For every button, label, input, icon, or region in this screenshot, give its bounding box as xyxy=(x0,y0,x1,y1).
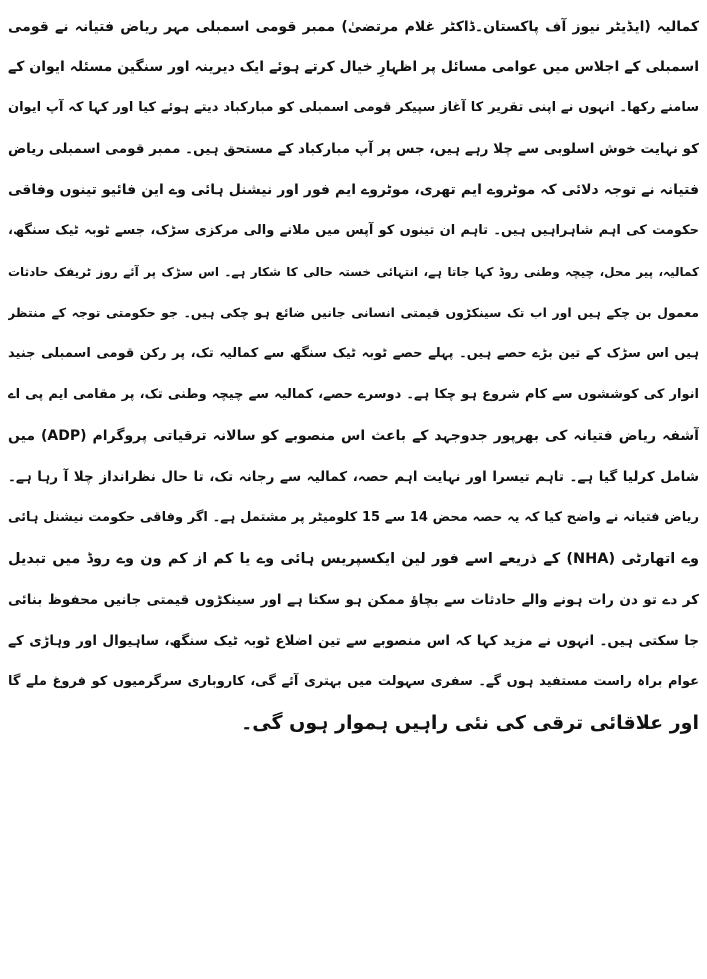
article-line: آشفہ ریاض فتیانہ کی بھرپور جدوجہد کے باعث اس منصوبے کو سالانہ ترقیاتی پروگرام (ADP) میں xyxy=(8,428,699,444)
article-line: عوام براہ راست مستفید ہوں گے۔ سفری سہولت میں بہتری آئے گی، کاروباری سرگرمیوں کو فروغ ملے گا xyxy=(8,674,699,689)
article-line: انوار کی کوششوں سے کام شروع ہو چکا ہے۔ دوسرے حصے، کمالیہ سے چیچہ وطنی تک، پر مقامی ایم پی اے xyxy=(8,387,699,402)
article-line: وے اتھارٹی (NHA) کے ذریعے اسے فور لین ایکسپریس ہائی وے یا کم از کم ون وے روڈ میں تبدیل xyxy=(8,551,699,567)
article-line: کر دے تو دن رات ہونے والے حادثات سے بچاؤ ممکن ہو سکتا ہے اور سینکڑوں قیمتی جانیں محفوظ بنائی xyxy=(8,592,699,608)
article-line: حکومت کی اہم شاہراہیں ہیں۔ تاہم ان تینوں کو آپس میں ملانے والی مرکزی سڑک، جسے ٹوبہ ٹیک سنگھ، xyxy=(8,223,699,238)
article-line: ہیں اس سڑک کے تین بڑے حصے ہیں۔ پہلے حصے ٹوبہ ٹیک سنگھ سے کمالیہ تک، پر رکن قومی اسمبلی جنید xyxy=(8,346,699,361)
article-line: فتیانہ نے توجہ دلائی کہ موٹروے ایم تھری، موٹروے ایم فور اور نیشنل ہائی وے این فائیو تینوں وفاقی xyxy=(8,182,699,198)
article-line: اسمبلی کے اجلاس میں عوامی مسائل پر اظہارِ خیال کرتے ہوئے ایک دیرینہ اور سنگین مسئلہ ایوان کے xyxy=(8,59,699,75)
article-line: شامل کرلیا گیا ہے۔ تاہم تیسرا اور نہایت اہم حصہ، کمالیہ سے رجانہ تک، تا حال نظرانداز چلا آ رہا ہے۔ xyxy=(8,469,699,485)
news-article xyxy=(8,8,699,971)
article-line: کمالیہ (ایڈیٹر نیوز آف پاکستان۔ڈاکٹر غلام مرتضیٰ) ممبر قومی اسمبلی مہر ریاض فتیانہ نے قومی xyxy=(8,19,699,35)
article-line: معمول بن چکے ہیں اور اب تک سینکڑوں قیمتی انسانی جانیں ضائع ہو چکی ہیں۔ جو حکومتی توجہ کے منتظر xyxy=(8,305,699,320)
article-line: سامنے رکھا۔ انہوں نے اپنی تقریر کا آغاز سپیکر قومی اسمبلی کو مبارکباد دیتے ہوئے کیا اور کہا کہ آپ ایوان xyxy=(8,100,699,115)
article-line-last: اور علاقائی ترقی کی نئی راہیں ہموار ہوں گی۔ xyxy=(241,712,699,734)
article-line: کو نہایت خوش اسلوبی سے چلا رہے ہیں، جس پر آپ مبارکباد کے مستحق ہیں۔ ممبر قومی اسمبلی ریاض xyxy=(8,141,699,157)
article-line: کمالیہ، پیر محل، چیچہ وطنی روڈ کہا جاتا ہے، انتہائی خستہ حالی کا شکار ہے۔ اس سڑک پر آئے روز ٹریفک حادثات xyxy=(8,265,699,279)
article-line: ریاض فتیانہ نے واضح کیا کہ یہ حصہ محض 14 سے 15 کلومیٹر پر مشتمل ہے۔ اگر وفاقی حکومت نیشنل ہائی xyxy=(8,510,699,525)
article-line: جا سکتی ہیں۔ انہوں نے مزید کہا کہ اس منصوبے سے تین اضلاع ٹوبہ ٹیک سنگھ، ساہیوال اور وہاڑی کے xyxy=(8,633,699,649)
